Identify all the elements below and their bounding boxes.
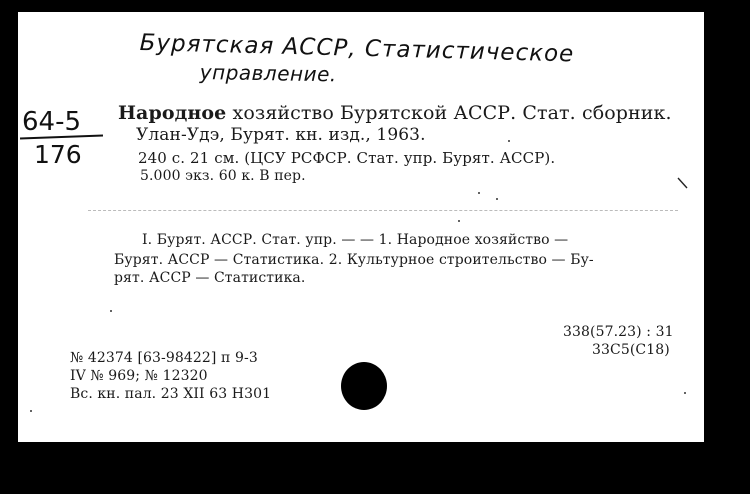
- title-bold: Народное: [118, 102, 227, 124]
- edition-line: 5.000 экз. 60 к. В пер.: [140, 168, 306, 184]
- collation-line: 240 с. 21 см. (ЦСУ РСФСР. Стат. упр. Бурят. АССР).: [138, 149, 556, 167]
- catalog-card: [18, 12, 704, 442]
- speck: [30, 410, 32, 412]
- subject-line-2: Бурят. АССР — Статистика. 2. Культурное строительство — Бу-: [114, 252, 594, 268]
- speck: [110, 310, 112, 312]
- shelfmark-bottom: 176: [34, 140, 82, 169]
- handwritten-heading-line2: управление.: [199, 60, 337, 87]
- title-rest: хозяйство Бурятской АССР. Стат. сборник.: [226, 102, 672, 124]
- accession-line-3: Вс. кн. пал. 23 XII 63 Н301: [70, 386, 272, 402]
- imprint-line: Улан-Удэ, Бурят. кн. изд., 1963.: [136, 125, 426, 145]
- shelfmark-top: 64-5: [22, 107, 82, 137]
- accession-line-2: IV № 969; № 12320: [70, 368, 208, 384]
- accession-line-1: № 42374 [63-98422] п 9-3: [70, 350, 258, 366]
- title-line: [118, 102, 672, 124]
- punch-hole: [341, 362, 387, 410]
- classification-line-2: 33С5(С18): [592, 342, 670, 358]
- speck: [478, 192, 480, 194]
- speck: [508, 140, 510, 142]
- subject-line-1: I. Бурят. АССР. Стат. упр. — — 1. Народное хозяйство —: [142, 232, 569, 248]
- subject-line-3: рят. АССР — Статистика.: [114, 270, 306, 286]
- classification-line-1: 338(57.23) : 31: [563, 324, 674, 340]
- dotted-divider: [88, 210, 678, 211]
- speck: [684, 392, 686, 394]
- speck: [458, 220, 460, 222]
- stray-mark: [676, 176, 690, 190]
- speck: [496, 198, 498, 200]
- handwritten-heading: Бурятская АССР, Статистическое: [139, 30, 575, 68]
